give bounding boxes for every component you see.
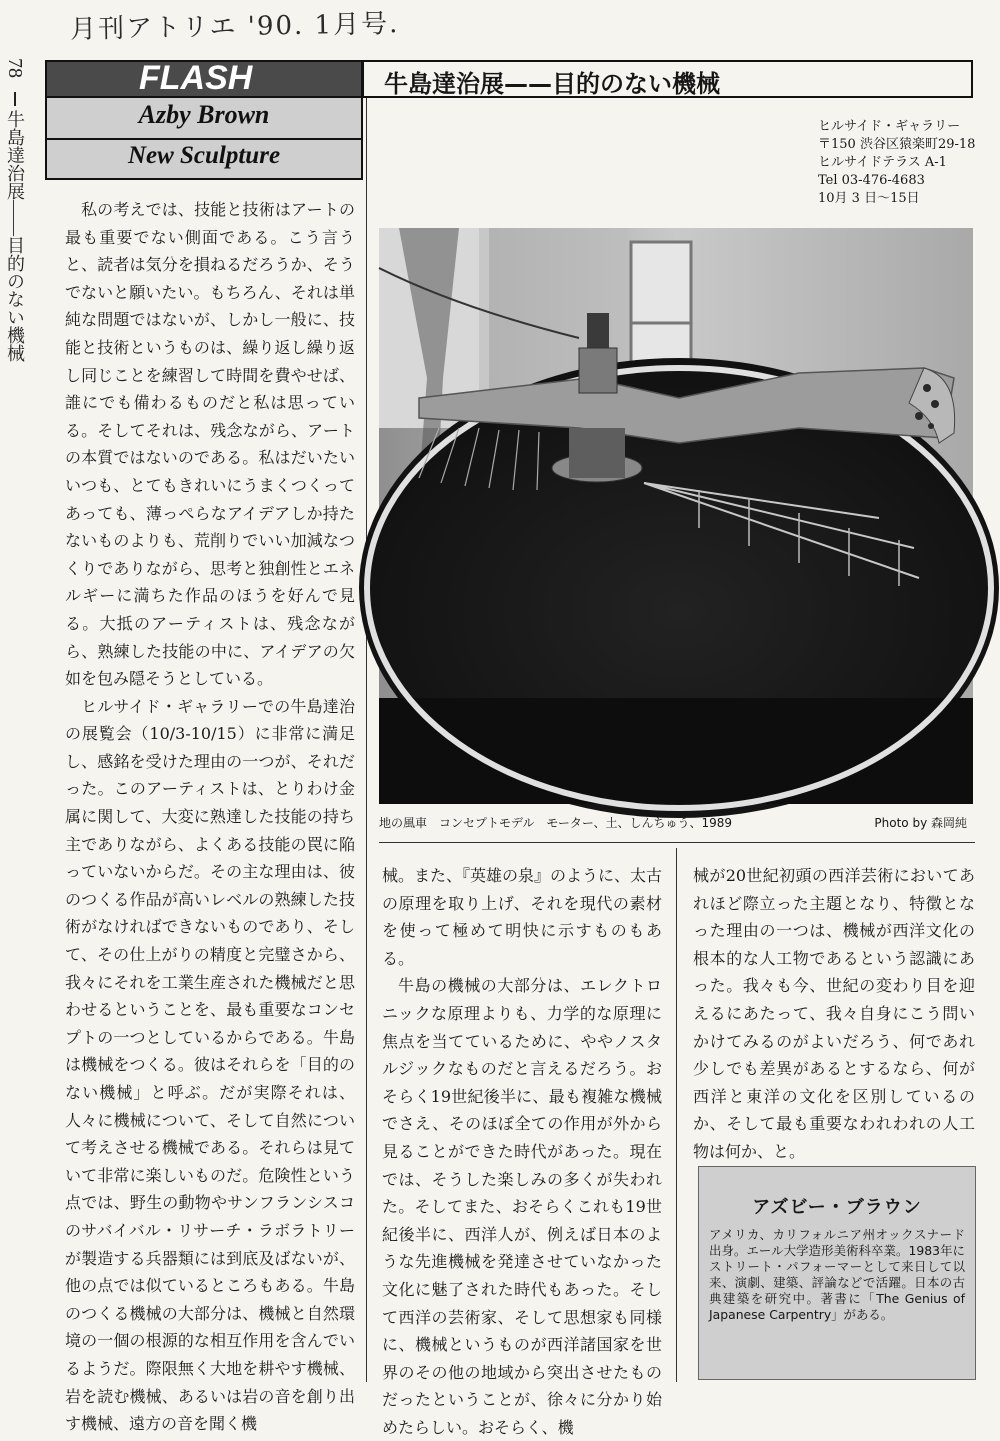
margin-divider <box>14 92 16 106</box>
caption-text: 地の風車 コンセプトモデル モーター、土、しんちゅう、1989 <box>379 816 732 830</box>
headline-banner <box>363 60 973 98</box>
running-head-text: 牛島達治展——目的のない機械 <box>5 110 25 362</box>
gallery-line: ヒルサイドテラス A-1 <box>818 155 947 170</box>
author-banner <box>45 98 363 140</box>
article-column-2 <box>382 862 663 1437</box>
gallery-line: Tel 03-476-4683 <box>818 173 925 188</box>
page-number: 78 <box>4 58 26 78</box>
gallery-info <box>818 118 993 208</box>
photo-credit: Photo by 森岡純 <box>874 816 967 830</box>
author-bio-box <box>698 1166 976 1380</box>
article-paragraph: 械。また、『英雄の泉』のように、太古の原理を取り上げ、それを現代の素材を使って極めて明快に示すものもある。 <box>382 866 663 968</box>
article-column-1 <box>65 196 355 1434</box>
subtitle-banner <box>45 140 363 180</box>
column-divider <box>366 98 367 1382</box>
article-paragraph: 械が20世紀初頭の西洋芸術においてあれほど際立った主題となり、特徴となった理由の一つは、機械が西洋文化の根本的な人工物であるという認識にあった。我々も今、世紀の変わり目を迎えるにあたって、我々自身にこう問いかけてみるのがよいだろう、何であれ少しでも差異があるとするなら、何が西洋と東洋の文化を区別しているのか、そして最も重要なわれわれの人工物は何か、と。 <box>693 866 975 1161</box>
subtitle-text: New Sculpture <box>127 142 281 169</box>
bio-text: アメリカ、カリフォルニア州オックスナード出身。エール大学造形美術科卒業。1983年にストリート・パフォーマーとして来日して以来、演劇、建築、評論などで活躍。日本の古典建築を研究中。著書に「The Genius of Japanese Carpentry」がある。 <box>709 1227 965 1322</box>
column-divider <box>676 848 677 1382</box>
caption-divider <box>379 842 975 843</box>
handwritten-note: 月刊アトリエ '90. 1月号. <box>69 9 400 45</box>
article-column-3 <box>693 862 975 1162</box>
margin-running-head <box>6 58 28 362</box>
author-name: Azby Brown <box>138 100 270 129</box>
flash-section-banner <box>45 60 363 98</box>
article-paragraph: ヒルサイド・ギャラリーでの牛島達治の展覧会（10/3-10/15）に非常に満足し、感銘を受けた理由の一つが、それだった。このアーティストは、とりわけ金属に関して、大変に熟達した技能の持ち主でありながら、よくある技能の罠に陥っていないからだ。その主な理由は、彼のつくる作品が高いレベルの熟練した技術がなければできないものであり、そして、その仕上がりの精度と完璧さから、我々にそれを工業生産された機械だと思わせるということを、最も重要なコンセプトの一つとしているからである。牛島は機械をつくる。彼はそれらを「目的のない機械」と呼ぶ。だが実際それは、人々に機械について、そして自然について考えさせる機械である。それらは見ていて非常に楽しいものだ。危険性という点では、野生の動物やサンフランシスコのサバイバル・リサーチ・ラボラトリーが製造する兵器類には到底及ばないが、他の点では似ているところもある。牛島のつくる機械の大部分は、機械と自然環境の一個の根源的な相互作用を含んでいるようだ。際限無く大地を耕やす機械、岩を読む機械、あるいは岩の音を創り出す機械、遠方の音を聞く機 <box>65 696 355 1434</box>
gallery-line: 〒150 渋谷区猿楽町29-18 <box>818 137 976 152</box>
article-paragraph: 牛島の機械の大部分は、エレクトロニックな原理よりも、力学的な原理に焦点を当てているために、ややノスタルジックなものだと言えるだろう。おそらく19世紀後半に、最も複雑な機械でさえ、そのほぼ全ての作用が外から見ることができた時代があった。現在では、そうした楽しみの多くが失われた。そしてまた、おそらくこれも19世紀後半に、西洋人が、例えば日本のような先進機械を発達させていなかった文化に魅了された時代もあった。そして西洋の芸術家、そして思想家も同様に、機械というものが西洋諸国家を世界のその他の地域から突出させたものだったということが、徐々に分かり始めたらしい。おそらく、機 <box>382 976 662 1437</box>
section-label: FLASH <box>139 59 253 97</box>
gallery-line: 10月 3 日〜15日 <box>818 191 920 206</box>
article-paragraph: 私の考えでは、技能と技術はアートの最も重要でない側面である。こう言うと、読者は気分を損ねるだろうか、そうでないと願いたい。もちろん、それは単純な問題ではないが、しかし一般に、技能と技術というものは、繰り返し繰り返し同じことを練習して時間を費やせば、誰にでも備わるものだと私は思っている。そしてそれは、残念ながら、アートの本質ではないのである。私はだいたいいつも、とてもきれいにうまくつくってあっても、薄っぺらなアイデアしか持たないものよりも、荒削りでいい加減なつくりでありながら、思考と独創性とエネルギーに満ちた作品のほうを好んで見る。大抵のアーティストは、残念ながら、熟練した技能の中に、アイデアの欠如を包み隠そうとしている。 <box>65 200 355 689</box>
photo-caption <box>379 814 973 831</box>
headline-text: 牛島達治展——目的のない機械 <box>384 70 720 98</box>
sculpture-photo <box>379 228 973 804</box>
bio-name: アズビー・ブラウン <box>752 1197 922 1218</box>
gallery-line: ヒルサイド・ギャラリー <box>818 119 961 134</box>
